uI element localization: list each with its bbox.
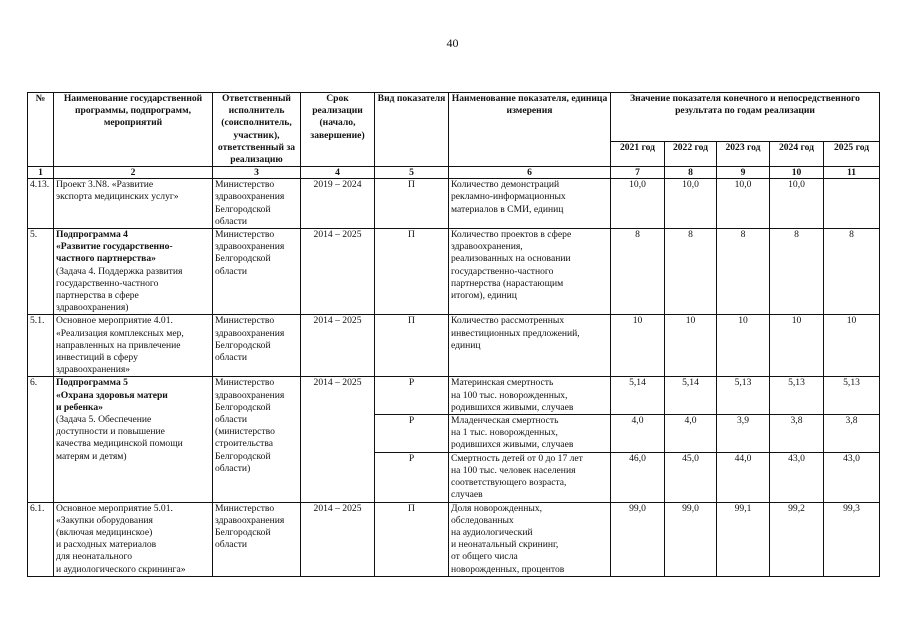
row-executor-line: области	[215, 215, 248, 227]
row-value	[824, 179, 880, 229]
row-executor-line: Белгородской	[215, 450, 271, 462]
header-year: 2025 год	[824, 141, 880, 166]
row-value: 10,0	[717, 179, 770, 229]
row-value: 3,8	[770, 415, 824, 453]
row-name-line: инвестиций в сферу	[56, 352, 138, 364]
column-number-row	[28, 167, 880, 179]
row-executor-line: Белгородской	[215, 253, 271, 265]
row-term: 2014 – 2025	[301, 229, 375, 315]
row-type: П	[375, 315, 449, 377]
row-indicator	[449, 415, 611, 453]
row-executor-line: области	[215, 352, 248, 364]
row-term: 2014 – 2025	[301, 502, 375, 576]
table-row	[28, 179, 880, 229]
row-value: 10	[824, 315, 880, 377]
row-indicator-line: инвестиционных предложений,	[451, 327, 580, 339]
row-indicator-line: Смертность детей от 0 до 17 лет	[451, 452, 583, 464]
row-indicator-line: партнерства (нарастающим	[451, 277, 564, 289]
row-executor-line: области	[215, 539, 248, 551]
row-name-line: и ребенка»	[56, 401, 103, 413]
row-name-line: Основное мероприятие 5.01.	[56, 502, 173, 514]
row-type: Р	[375, 377, 449, 415]
row-indicator-line: итогом), единиц	[451, 290, 517, 302]
row-indicator-line: на 100 тыс. новорожденных,	[451, 389, 568, 401]
row-name-line: Проект 3.N8. «Развитие	[56, 179, 154, 191]
row-executor-line: здравоохранения	[215, 389, 285, 401]
row-indicator-line: материалов в СМИ, единиц	[451, 203, 564, 215]
table-row	[28, 377, 880, 415]
row-name-line: государственно-частного	[56, 277, 159, 289]
header-executor: Ответственный исполнитель (соисполнитель, участник), ответственный за реализацию	[213, 93, 301, 167]
row-indicator-line: на аудиологический	[451, 526, 533, 538]
row-value: 10	[665, 315, 717, 377]
table-row	[28, 502, 880, 576]
row-num: 5.	[28, 229, 54, 315]
row-value: 5,13	[770, 377, 824, 415]
row-name-line: экспорта медицинских услуг»	[56, 191, 179, 203]
col-number: 6	[449, 167, 611, 179]
row-value: 5,13	[717, 377, 770, 415]
row-value: 99,3	[824, 502, 880, 576]
row-value: 45,0	[665, 452, 717, 502]
row-value: 43,0	[770, 452, 824, 502]
row-indicator	[449, 502, 611, 576]
col-number: 4	[301, 167, 375, 179]
row-executor-line: Министерство	[215, 377, 275, 389]
row-value: 4,0	[611, 415, 665, 453]
row-type: Р	[375, 415, 449, 453]
row-executor-line: здравоохранения	[215, 241, 285, 253]
row-value: 99,0	[665, 502, 717, 576]
row-indicator-line: от общего числа	[451, 551, 518, 563]
row-num: 6.1.	[28, 502, 54, 576]
row-indicator-line: обследованных	[451, 514, 514, 526]
row-executor-line: Министерство	[215, 179, 275, 191]
row-indicator-line: на 1 тыс. новорожденных,	[451, 427, 558, 439]
row-value: 10,0	[611, 179, 665, 229]
col-number: 5	[375, 167, 449, 179]
col-number: 9	[717, 167, 770, 179]
row-indicator-line: Количество демонстраций	[451, 179, 560, 191]
row-indicator-line: рекламно-информационных	[451, 191, 566, 203]
row-value: 10,0	[770, 179, 824, 229]
row-indicator-line: Доля новорожденных,	[451, 502, 543, 514]
row-value: 99,1	[717, 502, 770, 576]
row-executor	[213, 179, 301, 229]
row-value: 5,14	[611, 377, 665, 415]
header-year: 2024 год	[770, 141, 824, 166]
col-number: 2	[54, 167, 213, 179]
row-type: П	[375, 179, 449, 229]
row-executor-line: здравоохранения	[215, 191, 285, 203]
row-executor-line: здравоохранения	[215, 327, 285, 339]
row-name-line: доступности и повышение	[56, 426, 165, 438]
row-value: 43,0	[824, 452, 880, 502]
row-executor-line: строительства	[215, 438, 274, 450]
row-name	[54, 229, 213, 315]
row-name-line: качества медицинской помощи	[56, 438, 183, 450]
row-name	[54, 179, 213, 229]
row-indicator-line: здравоохранения,	[451, 241, 523, 253]
row-indicator-line: соответствующего возраста,	[451, 477, 567, 489]
row-term: 2019 – 2024	[301, 179, 375, 229]
row-indicator-line: единиц	[451, 339, 481, 351]
row-indicator-line: Младенческая смертность	[451, 415, 559, 427]
row-type: П	[375, 229, 449, 315]
row-executor-line: Министерство	[215, 502, 275, 514]
row-indicator-line: родившихся живыми, случаев	[451, 439, 574, 451]
row-value: 44,0	[717, 452, 770, 502]
row-name-line: «Закупки оборудования	[56, 514, 153, 526]
row-value: 10	[611, 315, 665, 377]
page-number: 40	[446, 36, 459, 50]
row-name-line: «Реализация комплексных мер,	[56, 327, 184, 339]
row-name-line: здравоохранения)	[56, 302, 129, 314]
program-table	[27, 92, 880, 577]
row-executor-line: области)	[215, 462, 251, 474]
row-indicator	[449, 452, 611, 502]
row-executor-line: Министерство	[215, 229, 275, 241]
header-indicator: Наименование показателя, единица измерения	[449, 93, 611, 167]
col-number: 8	[665, 167, 717, 179]
header-year: 2023 год	[717, 141, 770, 166]
row-value: 10	[717, 315, 770, 377]
row-indicator-line: Материнская смертность	[451, 377, 554, 389]
row-name-line: партнерства в сфере	[56, 290, 139, 302]
header-term: Срок реализации (начало, завершение)	[301, 93, 375, 167]
row-value: 8	[611, 229, 665, 315]
row-name-line: (Задача 4. Поддержка развития	[56, 265, 183, 277]
header-name: Наименование государственной программы, подпрограмм, мероприятий	[54, 93, 213, 167]
row-type: П	[375, 502, 449, 576]
row-executor	[213, 315, 301, 377]
row-name	[54, 377, 213, 502]
row-executor-line: области	[215, 414, 248, 426]
header-year: 2021 год	[611, 141, 665, 166]
table-row	[28, 229, 880, 315]
row-indicator-line: на 100 тыс. человек населения	[451, 464, 576, 476]
table-row	[28, 315, 880, 377]
row-value: 5,13	[824, 377, 880, 415]
row-executor-line: Белгородской	[215, 526, 271, 538]
row-value: 8	[824, 229, 880, 315]
row-term: 2014 – 2025	[301, 377, 375, 502]
row-num: 4.13.	[28, 179, 54, 229]
col-number: 10	[770, 167, 824, 179]
row-indicator-line: родившихся живыми, случаев	[451, 401, 574, 413]
row-value: 46,0	[611, 452, 665, 502]
row-value: 5,14	[665, 377, 717, 415]
row-value: 10,0	[665, 179, 717, 229]
row-num: 6.	[28, 377, 54, 502]
row-indicator-line: и неонатальный скрининг,	[451, 539, 559, 551]
row-indicator	[449, 229, 611, 315]
row-name-line: (включая медицинское)	[56, 526, 153, 538]
row-name-line: направленных на привлечение	[56, 339, 181, 351]
row-name-line: и расходных материалов	[56, 539, 157, 551]
row-executor-line: Белгородской	[215, 401, 271, 413]
row-indicator-line: Количество проектов в сфере	[451, 229, 572, 241]
row-name-line: частного партнерства»	[56, 253, 156, 265]
row-executor-line: Министерство	[215, 315, 275, 327]
header-type: Вид показателя	[375, 93, 449, 167]
row-name	[54, 315, 213, 377]
row-executor-line: здравоохранения	[215, 514, 285, 526]
row-num: 5.1.	[28, 315, 54, 377]
row-name-line: Подпрограмма 5	[56, 377, 128, 389]
row-name-line: «Развитие государственно-	[56, 241, 173, 253]
row-value: 8	[770, 229, 824, 315]
row-name	[54, 502, 213, 576]
row-name-line: матерям и детям)	[56, 450, 127, 462]
row-indicator	[449, 377, 611, 415]
header-values-group: Значение показателя конечного и непосредственного результата по годам реализации	[611, 93, 880, 142]
row-indicator-line: государственно-частного	[451, 265, 554, 277]
row-term: 2014 – 2025	[301, 315, 375, 377]
row-indicator	[449, 315, 611, 377]
table-body	[28, 179, 880, 577]
row-name-line: Основное мероприятие 4.01.	[56, 315, 173, 327]
row-name-line: «Охрана здоровья матери	[56, 389, 168, 401]
row-name-line: здравоохранения»	[56, 364, 131, 376]
row-executor	[213, 502, 301, 576]
row-value: 10	[770, 315, 824, 377]
row-value: 3,8	[824, 415, 880, 453]
row-value: 4,0	[665, 415, 717, 453]
header-year: 2022 год	[665, 141, 717, 166]
row-name-line: Подпрограмма 4	[56, 229, 128, 241]
col-number: 11	[824, 167, 880, 179]
row-executor-line: Белгородской	[215, 339, 271, 351]
header-row	[28, 93, 880, 142]
row-value: 3,9	[717, 415, 770, 453]
row-name-line: для неонатального	[56, 551, 133, 563]
col-number: 1	[28, 167, 54, 179]
row-indicator	[449, 179, 611, 229]
row-type: Р	[375, 452, 449, 502]
col-number: 3	[213, 167, 301, 179]
row-value: 8	[717, 229, 770, 315]
row-name-line: и аудиологического скрининга»	[56, 563, 186, 575]
row-value: 8	[665, 229, 717, 315]
row-name-line: (Задача 5. Обеспечение	[56, 414, 152, 426]
col-number: 7	[611, 167, 665, 179]
row-executor-line: области	[215, 265, 248, 277]
row-executor-line: Белгородской	[215, 203, 271, 215]
row-executor-line: (министерство	[215, 426, 275, 438]
row-indicator-line: Количество рассмотренных	[451, 315, 565, 327]
row-executor	[213, 377, 301, 502]
row-indicator-line: новорожденных, процентов	[451, 563, 565, 575]
header-num: №	[28, 93, 54, 167]
row-value: 99,2	[770, 502, 824, 576]
row-indicator-line: случаев	[451, 489, 483, 501]
row-executor	[213, 229, 301, 315]
row-indicator-line: реализованных на основании	[451, 253, 571, 265]
row-value: 99,0	[611, 502, 665, 576]
